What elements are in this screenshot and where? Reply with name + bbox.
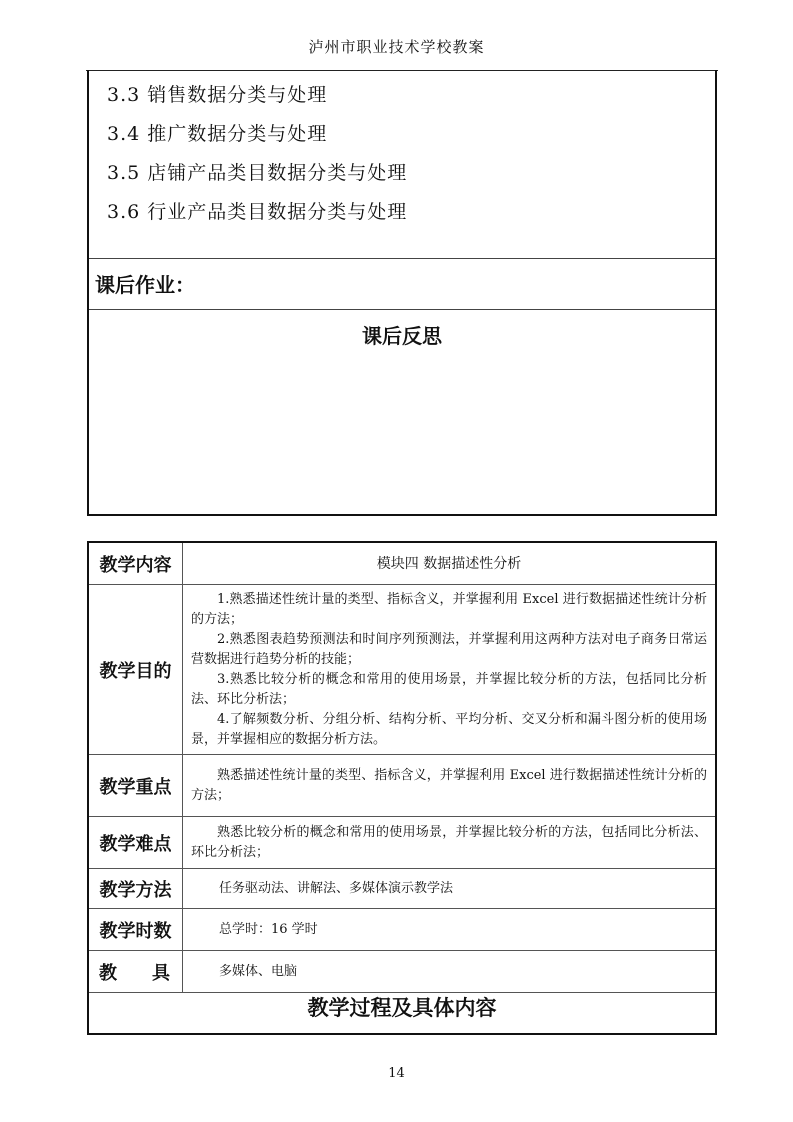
key-points-value-cell: [183, 755, 715, 816]
objectives-row: [89, 585, 715, 755]
homework-row: [89, 258, 715, 310]
page-header: 泸州市职业技术学校教案: [308, 38, 485, 56]
process-title: 教学过程及具体内容: [307, 996, 497, 1020]
objectives-label: 教学目的: [89, 585, 183, 754]
objective-item: 1.熟悉描述性统计量的类型、指标含义，并掌握利用 Excel 进行数据描述性统计分析的方法；: [191, 591, 707, 627]
difficulties-label: 教学难点: [89, 817, 183, 868]
objectives-list: [183, 585, 715, 754]
methods-label: 教学方法: [89, 869, 183, 908]
key-points-row: [89, 755, 715, 817]
tools-row: [89, 951, 715, 993]
key-points-label: 教学重点: [89, 755, 183, 816]
tools-label-right: 具: [152, 962, 170, 984]
lesson-plan-table: [87, 541, 717, 1035]
tools-value-cell: [183, 951, 715, 992]
tools-value: 多媒体、电脑: [219, 963, 298, 979]
reflection-title: 课后反思: [362, 324, 442, 348]
difficulties-row: [89, 817, 715, 869]
lesson-notes-box: [87, 70, 717, 516]
lesson-item: 3.4 推广数据分类与处理: [107, 123, 328, 145]
content-value: 模块四 数据描述性分析: [376, 555, 522, 572]
homework-label: 课后作业：: [95, 273, 195, 297]
key-points-value: 熟悉描述性统计量的类型、指标含义，并掌握利用 Excel 进行数据描述性统计分析的方法；: [191, 767, 707, 803]
difficulties-value: 熟悉比较分析的概念和常用的使用场景，并掌握比较分析的方法，包括同比分析法、环比分析法；: [191, 824, 707, 860]
methods-value: 任务驱动法、讲解法、多媒体演示教学法: [219, 880, 454, 896]
page-number: 14: [388, 1066, 405, 1081]
objective-item: 2.熟悉图表趋势预测法和时间序列预测法，并掌握利用这两种方法对电子商务日常运营数据进行趋势分析的技能；: [191, 631, 707, 667]
hours-value: 总学时：16 学时: [219, 921, 318, 937]
lesson-list: [107, 76, 407, 232]
tools-label-left: 教: [99, 962, 117, 984]
methods-value-cell: [183, 869, 715, 908]
hours-value-cell: [183, 909, 715, 950]
content-row: [89, 543, 715, 585]
objective-item: 4.了解频数分析、分组分析、结构分析、平均分析、交叉分析和漏斗图分析的使用场景，并掌握相应的数据分析方法。: [191, 711, 707, 747]
tools-label: [89, 951, 183, 992]
content-label: 教学内容: [89, 543, 183, 584]
difficulties-value-cell: [183, 817, 715, 868]
hours-row: [89, 909, 715, 951]
lesson-item: 3.3 销售数据分类与处理: [107, 84, 328, 106]
hours-label: 教学时数: [89, 909, 183, 950]
methods-row: [89, 869, 715, 909]
lesson-item: 3.5 店铺产品类目数据分类与处理: [107, 162, 408, 184]
objective-item: 3.熟悉比较分析的概念和常用的使用场景，并掌握比较分析的方法，包括同比分析法、环比分析法；: [191, 671, 707, 707]
lesson-item: 3.6 行业产品类目数据分类与处理: [107, 201, 408, 223]
